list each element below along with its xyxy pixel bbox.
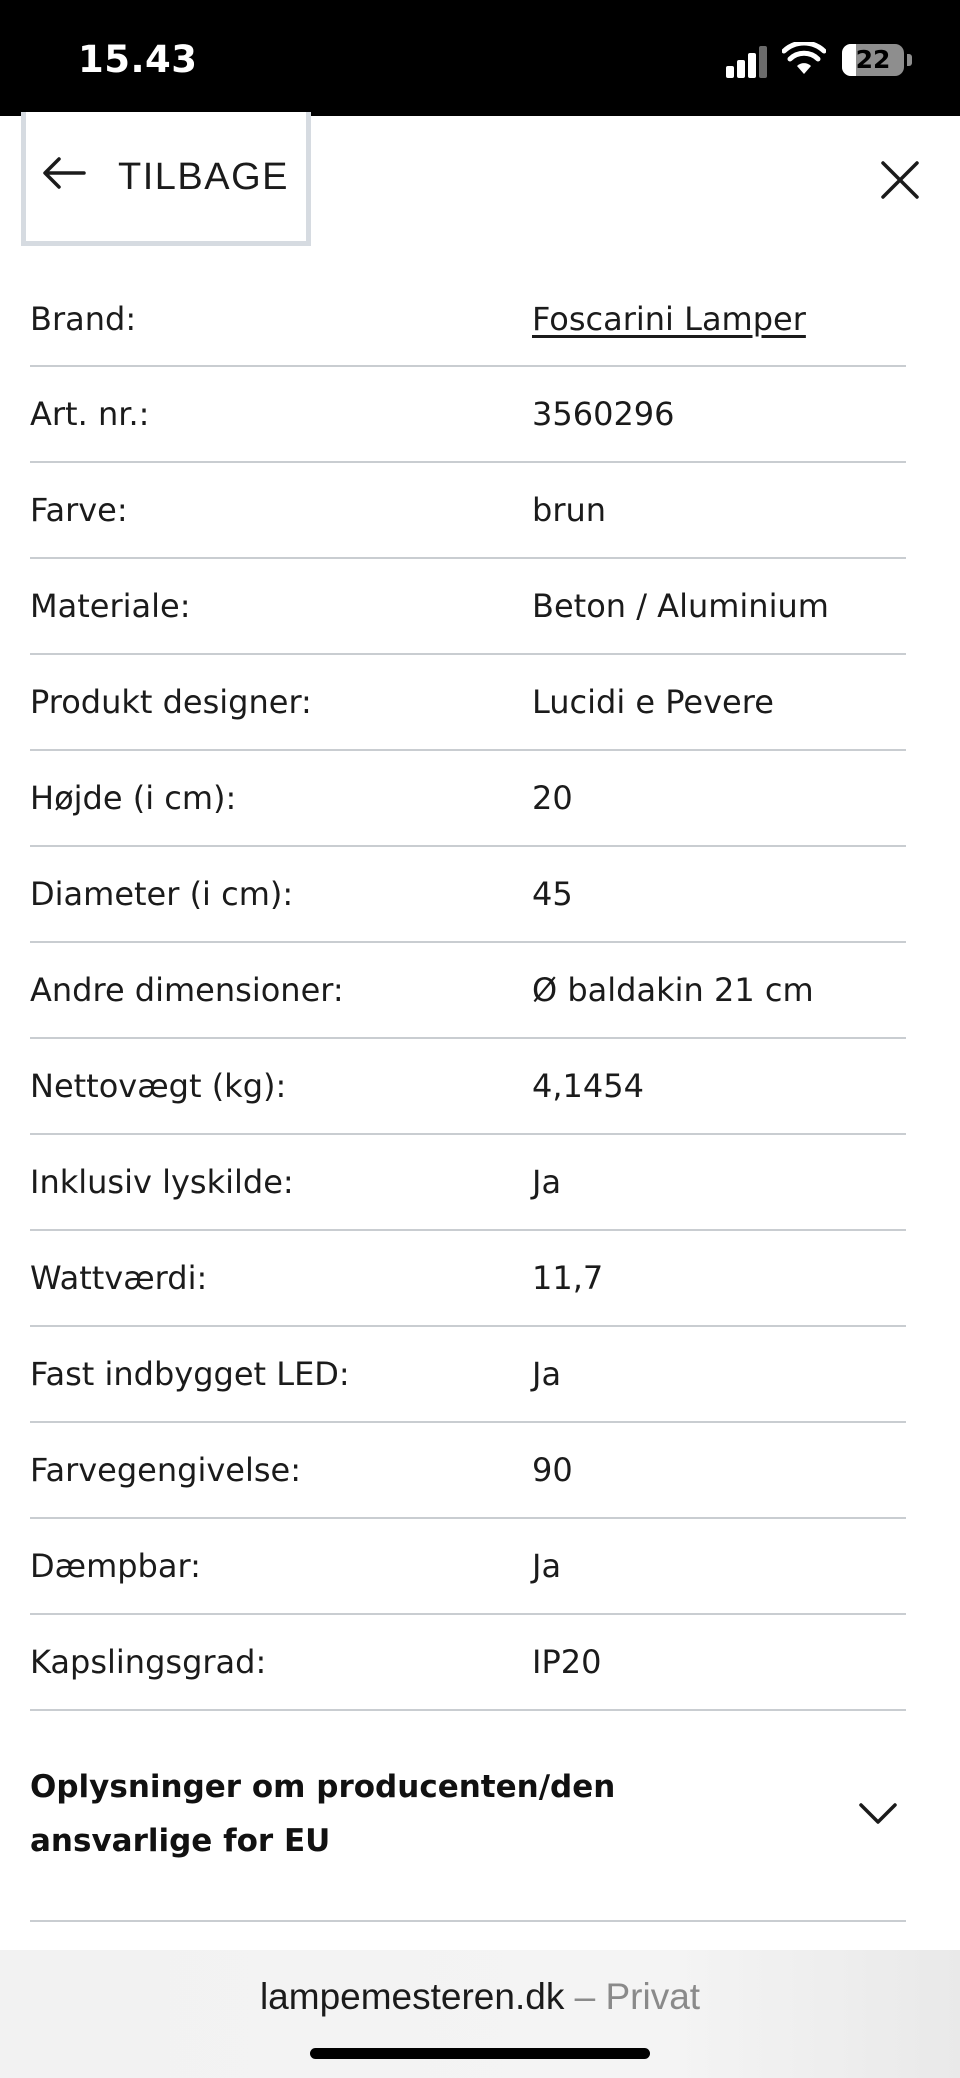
spec-label: Materiale: <box>30 587 191 625</box>
spec-label: Højde (i cm): <box>30 779 237 817</box>
url-line <box>0 1976 960 2018</box>
spec-row <box>30 1135 906 1231</box>
spec-row <box>30 1231 906 1327</box>
back-button[interactable] <box>21 112 311 246</box>
spec-value: Ø baldakin 21 cm <box>532 971 814 1009</box>
spec-row <box>30 1327 906 1423</box>
spec-value: 3560296 <box>532 395 675 433</box>
signal-icon <box>726 44 770 78</box>
spec-label: Inklusiv lyskilde: <box>30 1163 294 1201</box>
spec-value: 45 <box>532 875 573 913</box>
spec-label: Brand: <box>30 300 137 338</box>
spec-label: Nettovægt (kg): <box>30 1067 287 1105</box>
spec-value: Beton / Aluminium <box>532 587 829 625</box>
spec-row <box>30 1039 906 1135</box>
status-time: 15.43 <box>78 38 198 81</box>
status-bar <box>0 0 960 116</box>
spec-label: Kapslingsgrad: <box>30 1643 267 1681</box>
arrow-left-icon <box>42 156 86 190</box>
brand-link[interactable]: Foscarini Lamper <box>532 300 806 338</box>
battery-icon <box>842 44 914 76</box>
home-indicator[interactable] <box>310 2048 650 2059</box>
spec-row <box>30 751 906 847</box>
status-icons <box>714 42 914 78</box>
spec-row <box>30 655 906 751</box>
accordion-title: Oplysninger om producenten/den ansvarlige for EU <box>30 1769 616 1859</box>
spec-label: Art. nr.: <box>30 395 150 433</box>
manufacturer-info-accordion[interactable] <box>30 1712 906 1922</box>
spec-label: Wattværdi: <box>30 1259 208 1297</box>
spec-row <box>30 1519 906 1615</box>
spec-value: Ja <box>532 1547 562 1585</box>
spec-value: brun <box>532 491 607 529</box>
chevron-down-icon <box>858 1802 898 1826</box>
spec-label: Farvegengivelse: <box>30 1451 301 1489</box>
spec-label: Andre dimensioner: <box>30 971 344 1009</box>
spec-value: Ja <box>532 1163 562 1201</box>
battery-level: 22 <box>855 45 891 74</box>
close-icon[interactable] <box>880 160 920 200</box>
spec-value: Ja <box>532 1355 562 1393</box>
spec-row <box>30 367 906 463</box>
private-mode-label: Privat <box>605 1976 701 2017</box>
spec-row <box>30 559 906 655</box>
spec-table <box>30 272 906 1711</box>
wifi-icon <box>782 42 826 76</box>
spec-row <box>30 272 906 367</box>
spec-label: Dæmpbar: <box>30 1547 201 1585</box>
spec-row <box>30 463 906 559</box>
spec-label: Diameter (i cm): <box>30 875 294 913</box>
spec-value: 11,7 <box>532 1259 604 1297</box>
spec-row <box>30 1423 906 1519</box>
spec-value: 90 <box>532 1451 573 1489</box>
spec-value: IP20 <box>532 1643 602 1681</box>
spec-row <box>30 1615 906 1711</box>
spec-row <box>30 847 906 943</box>
spec-row <box>30 943 906 1039</box>
url-separator: – <box>564 1976 606 2017</box>
spec-label: Fast indbygget LED: <box>30 1355 350 1393</box>
spec-value: 4,1454 <box>532 1067 644 1105</box>
url-domain: lampemesteren.dk <box>259 1976 565 2017</box>
spec-value: 20 <box>532 779 573 817</box>
browser-address-bar[interactable] <box>0 1950 960 2078</box>
spec-label: Produkt designer: <box>30 683 312 721</box>
back-label: TILBAGE <box>118 156 289 198</box>
spec-value: Lucidi e Pevere <box>532 683 774 721</box>
spec-label: Farve: <box>30 491 128 529</box>
